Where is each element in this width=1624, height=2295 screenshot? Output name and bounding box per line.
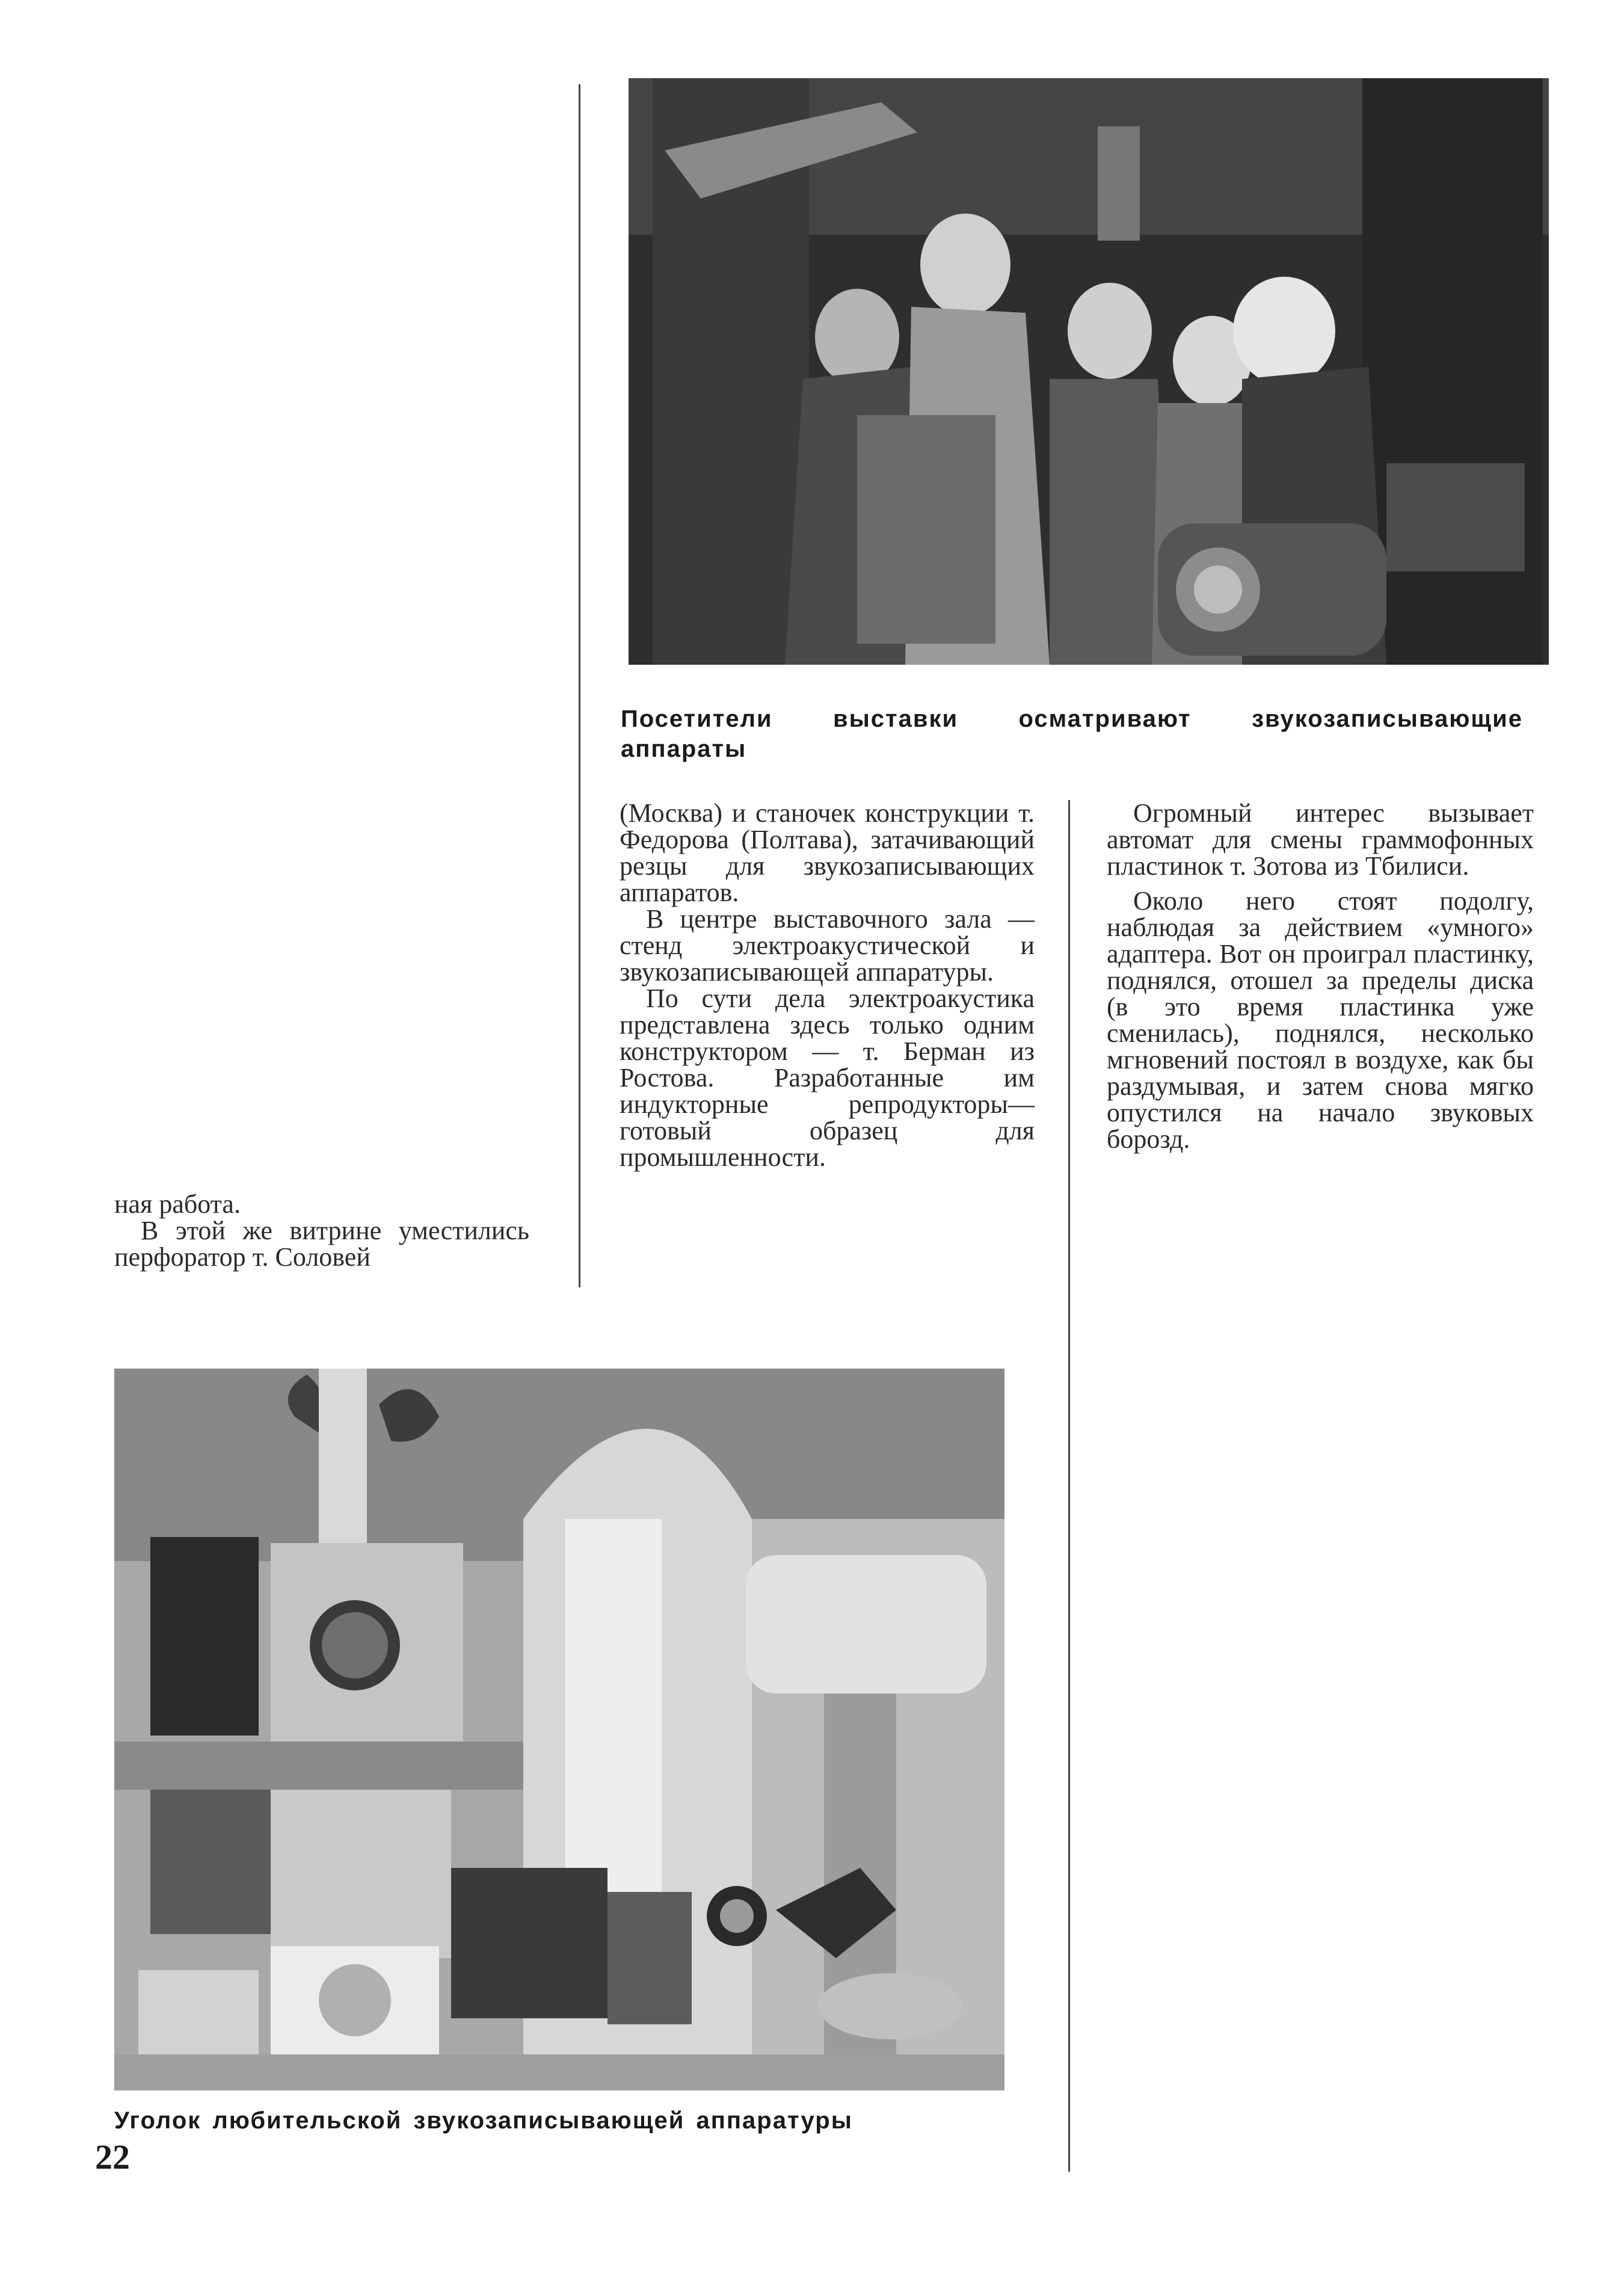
photo-visitors-illustration: [629, 78, 1549, 665]
photo-visitors-exhibition: [629, 78, 1549, 665]
photo-amateur-apparatus: [114, 1369, 1004, 2090]
caption-top-photo: Посетители выставки осматривают звукозаписывающие аппараты: [621, 706, 1523, 762]
text-paragraph: В центре выставочного зала — стенд электроакустической и звукозаписывающей аппаратуры.: [620, 904, 1035, 987]
text-paragraph: (Москва) и станочек конструкции т. Федорова (Полтава), затачивающий резцы для звукозаписывающих аппаратов.: [620, 798, 1035, 907]
text-column-left: [114, 1191, 529, 1271]
text-paragraph: По сути дела электроакустика представлена здесь только одним конструктором — т. Берман из Ростова. Разработанные им индукторные репродукторы—готовый образец для промышленности.: [620, 984, 1035, 1172]
photo-apparatus-illustration: [114, 1369, 1004, 2090]
text-paragraph: В этой же витрине уместились перфоратор т. Соловей: [114, 1216, 529, 1272]
text-line: ная работа.: [114, 1189, 241, 1219]
column-rule-right: [1068, 800, 1070, 2172]
text-column-middle: [620, 800, 1035, 1171]
caption-bottom-photo: Уголок любительской звукозаписывающей аппаратуры: [114, 2107, 853, 2134]
text-paragraph: Огромный интерес вызывает автомат для смены граммофонных пластинок т. Зотова из Тбилиси.: [1107, 798, 1534, 881]
column-rule-left: [579, 84, 580, 1287]
text-column-right: [1107, 800, 1534, 1153]
page-number: 22: [95, 2137, 130, 2176]
text-paragraph: Около него стоят подолгу, наблюдая за действием «умного» адаптера. Вот он проиграл пластинку, поднялся, отошел за пределы диска (в это время пластинка уже сменилась), поднялся, несколько мгновений постоял в воздухе, как бы раздумывая, и затем снова мягко опустился на начало звуковых борозд.: [1107, 886, 1534, 1154]
